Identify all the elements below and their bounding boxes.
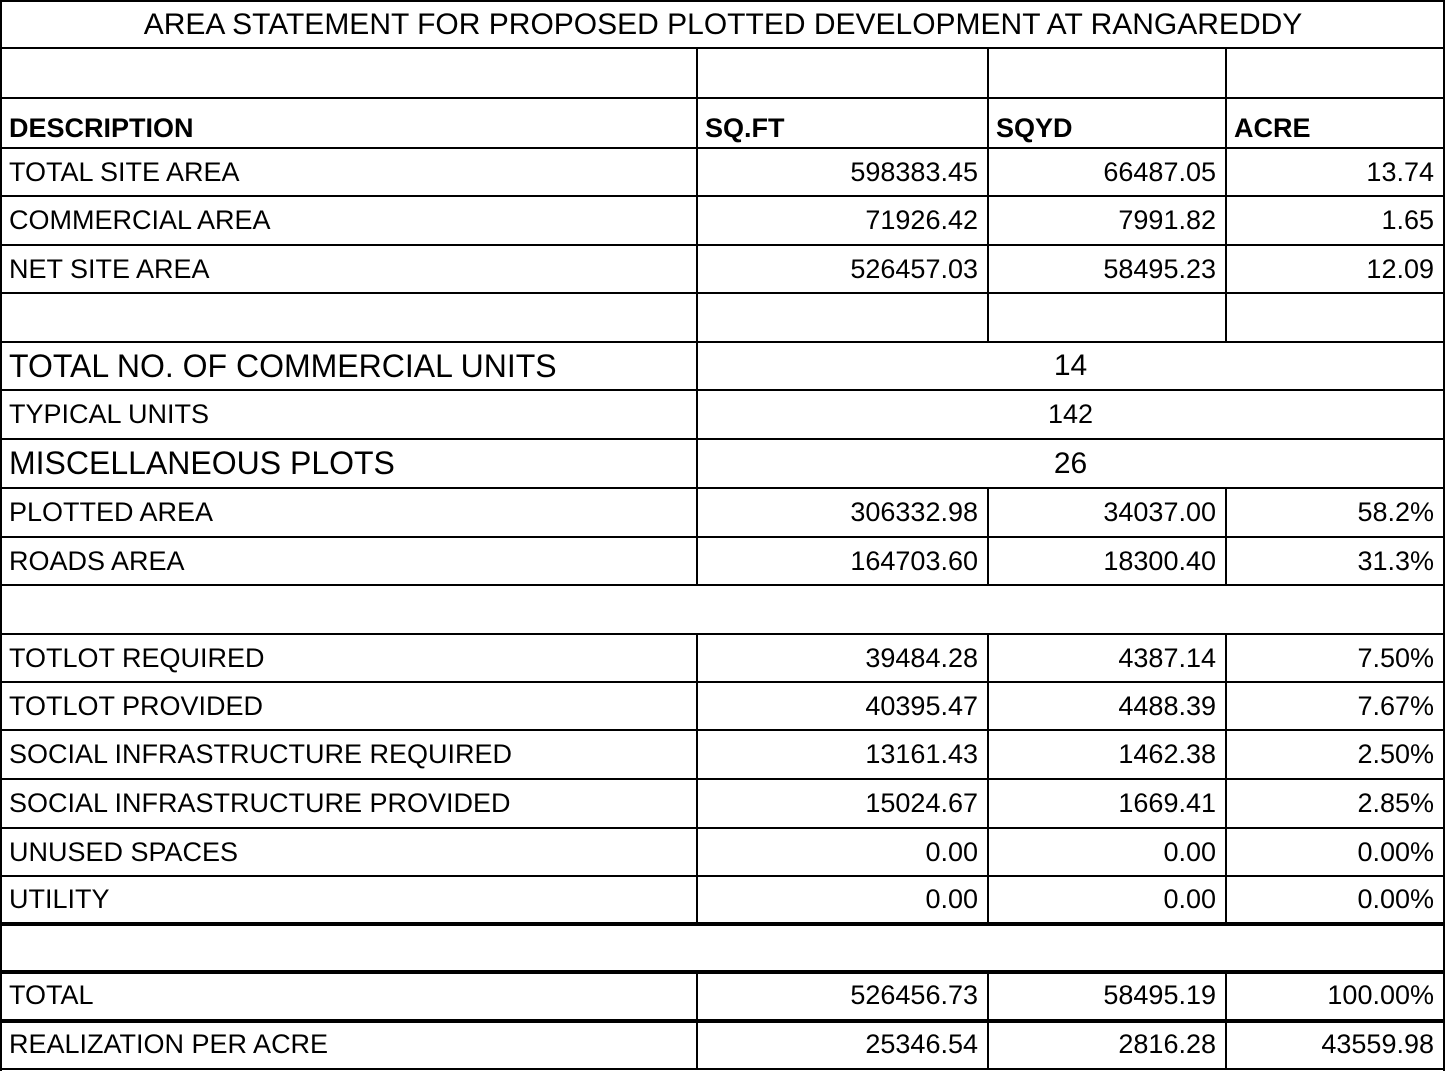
acre-cell: 12.09 xyxy=(1366,253,1434,284)
unit-description-cell: TYPICAL UNITS xyxy=(9,399,210,429)
description-cell: REALIZATION PER ACRE xyxy=(9,1029,329,1059)
table-border-left xyxy=(0,0,2,1071)
column-divider xyxy=(696,971,698,1020)
description-cell: ROADS AREA xyxy=(9,545,185,576)
acre-cell: 43559.98 xyxy=(1321,1029,1434,1059)
column-divider xyxy=(1225,682,1227,730)
column-divider xyxy=(696,488,698,537)
sqyd-cell: 66487.05 xyxy=(1103,156,1216,187)
column-divider xyxy=(987,682,989,730)
unit-count-cell: 142 xyxy=(1047,399,1094,429)
sqyd-cell: 7991.82 xyxy=(1118,205,1216,235)
column-divider xyxy=(696,828,698,876)
sqyd-cell: 34037.00 xyxy=(1103,497,1216,527)
column-divider xyxy=(1225,828,1227,876)
column-divider xyxy=(1225,1020,1227,1069)
sqft-cell: 526457.03 xyxy=(850,253,978,284)
description-cell: SOCIAL INFRASTRUCTURE REQUIRED xyxy=(9,739,513,769)
acre-cell: 7.50% xyxy=(1357,642,1434,673)
column-divider xyxy=(987,876,989,923)
column-divider xyxy=(696,148,698,196)
row-divider xyxy=(1,1019,1444,1023)
row-divider xyxy=(1,195,1444,197)
table-border-right xyxy=(1443,0,1445,1071)
unit-description-cell: MISCELLANEOUS PLOTS xyxy=(9,445,395,481)
sqyd-cell: 1669.41 xyxy=(1118,788,1216,818)
acre-cell: 2.50% xyxy=(1357,739,1434,769)
column-divider xyxy=(696,245,698,293)
column-divider xyxy=(696,634,698,682)
sqft-cell: 0.00 xyxy=(925,884,978,914)
row-divider xyxy=(1,97,1444,99)
acre-cell: 1.65 xyxy=(1381,205,1434,235)
description-cell: UNUSED SPACES xyxy=(9,836,239,867)
column-divider xyxy=(1225,148,1227,196)
sqft-cell: 526456.73 xyxy=(850,980,978,1010)
column-divider xyxy=(987,488,989,537)
description-cell: UTILITY xyxy=(9,884,110,914)
description-cell: SOCIAL INFRASTRUCTURE PROVIDED xyxy=(9,788,511,818)
sqyd-cell: 58495.19 xyxy=(1103,980,1216,1010)
column-divider xyxy=(696,730,698,779)
column-divider xyxy=(987,779,989,828)
sqft-cell: 164703.60 xyxy=(850,545,978,576)
sqft-cell: 0.00 xyxy=(925,836,978,867)
acre-cell: 31.3% xyxy=(1357,545,1434,576)
sqyd-cell: 4488.39 xyxy=(1118,690,1216,721)
row-divider xyxy=(1,875,1444,877)
column-divider xyxy=(987,730,989,779)
description-cell: TOTLOT PROVIDED xyxy=(9,690,264,721)
description-cell: PLOTTED AREA xyxy=(9,497,214,527)
row-divider xyxy=(1,681,1444,683)
row-divider xyxy=(1,970,1444,974)
row-divider xyxy=(1,438,1444,440)
column-divider xyxy=(696,98,698,148)
acre-cell: 13.74 xyxy=(1366,156,1434,187)
column-divider xyxy=(987,293,989,342)
sqft-cell: 13161.43 xyxy=(865,739,978,769)
description-cell: TOTAL SITE AREA xyxy=(9,156,240,187)
row-divider xyxy=(1,536,1444,538)
row-divider xyxy=(1,633,1444,635)
row-divider xyxy=(1,341,1444,343)
column-divider xyxy=(1225,98,1227,148)
description-cell: TOTAL xyxy=(9,980,94,1010)
description-cell: TOTLOT REQUIRED xyxy=(9,642,265,673)
sqyd-cell: 58495.23 xyxy=(1103,253,1216,284)
row-divider xyxy=(1,47,1444,49)
sqyd-cell: 0.00 xyxy=(1163,836,1216,867)
column-divider xyxy=(1225,245,1227,293)
column-divider xyxy=(1225,196,1227,245)
column-divider xyxy=(1225,779,1227,828)
column-divider xyxy=(1225,537,1227,585)
column-divider xyxy=(696,196,698,245)
acre-cell: 2.85% xyxy=(1357,788,1434,818)
sqyd-cell: 0.00 xyxy=(1163,884,1216,914)
column-divider xyxy=(1225,48,1227,98)
unit-description-cell: TOTAL NO. OF COMMERCIAL UNITS xyxy=(9,347,557,384)
acre-cell: 7.67% xyxy=(1357,690,1434,721)
acre-cell: 100.00% xyxy=(1327,980,1434,1010)
sqft-cell: 598383.45 xyxy=(850,156,978,187)
unit-count-cell: 14 xyxy=(1053,349,1088,382)
acre-cell: 0.00% xyxy=(1357,836,1434,867)
row-divider xyxy=(1,827,1444,829)
column-divider xyxy=(987,971,989,1020)
sqyd-cell: 4387.14 xyxy=(1118,642,1216,673)
column-divider xyxy=(696,876,698,923)
column-divider xyxy=(987,196,989,245)
column-divider xyxy=(987,828,989,876)
column-divider xyxy=(1225,971,1227,1020)
column-divider xyxy=(1225,488,1227,537)
header-acre: ACRE xyxy=(1234,112,1311,143)
column-divider xyxy=(1225,876,1227,923)
column-divider xyxy=(696,779,698,828)
column-divider xyxy=(696,293,698,342)
column-divider xyxy=(696,390,698,439)
column-divider xyxy=(987,537,989,585)
column-divider xyxy=(696,48,698,98)
row-divider xyxy=(1,778,1444,780)
header-sqft: SQ.FT xyxy=(705,112,785,143)
row-divider xyxy=(1,487,1444,489)
row-divider xyxy=(1,292,1444,294)
column-divider xyxy=(1225,634,1227,682)
row-divider xyxy=(1,244,1444,246)
sqft-cell: 39484.28 xyxy=(865,642,978,673)
sqyd-cell: 1462.38 xyxy=(1118,739,1216,769)
column-divider xyxy=(987,1020,989,1069)
row-divider xyxy=(1,729,1444,731)
row-divider xyxy=(1,922,1444,926)
sheet-title: AREA STATEMENT FOR PROPOSED PLOTTED DEVELOPMENT AT RANGAREDDY xyxy=(143,8,1303,41)
column-divider xyxy=(987,98,989,148)
column-divider xyxy=(696,682,698,730)
column-divider xyxy=(987,634,989,682)
column-divider xyxy=(696,342,698,390)
sqft-cell: 71926.42 xyxy=(865,205,978,235)
sqft-cell: 40395.47 xyxy=(865,690,978,721)
row-divider xyxy=(1,1068,1444,1070)
column-divider xyxy=(1225,293,1227,342)
sqft-cell: 25346.54 xyxy=(865,1029,978,1059)
column-divider xyxy=(696,439,698,488)
row-divider xyxy=(1,147,1444,149)
acre-cell: 0.00% xyxy=(1357,884,1434,914)
description-cell: COMMERCIAL AREA xyxy=(9,205,271,235)
header-description: DESCRIPTION xyxy=(9,112,194,143)
sqft-cell: 306332.98 xyxy=(850,497,978,527)
sqyd-cell: 18300.40 xyxy=(1103,545,1216,576)
header-sqyd: SQYD xyxy=(996,112,1073,143)
row-divider xyxy=(1,389,1444,391)
unit-count-cell: 26 xyxy=(1053,446,1088,480)
column-divider xyxy=(696,1020,698,1069)
column-divider xyxy=(987,48,989,98)
sqft-cell: 15024.67 xyxy=(865,788,978,818)
row-divider xyxy=(1,0,1444,2)
row-divider xyxy=(1,584,1444,586)
column-divider xyxy=(987,245,989,293)
description-cell: NET SITE AREA xyxy=(9,253,210,284)
column-divider xyxy=(696,537,698,585)
acre-cell: 58.2% xyxy=(1357,497,1434,527)
column-divider xyxy=(1225,730,1227,779)
column-divider xyxy=(987,148,989,196)
sqyd-cell: 2816.28 xyxy=(1118,1029,1216,1059)
